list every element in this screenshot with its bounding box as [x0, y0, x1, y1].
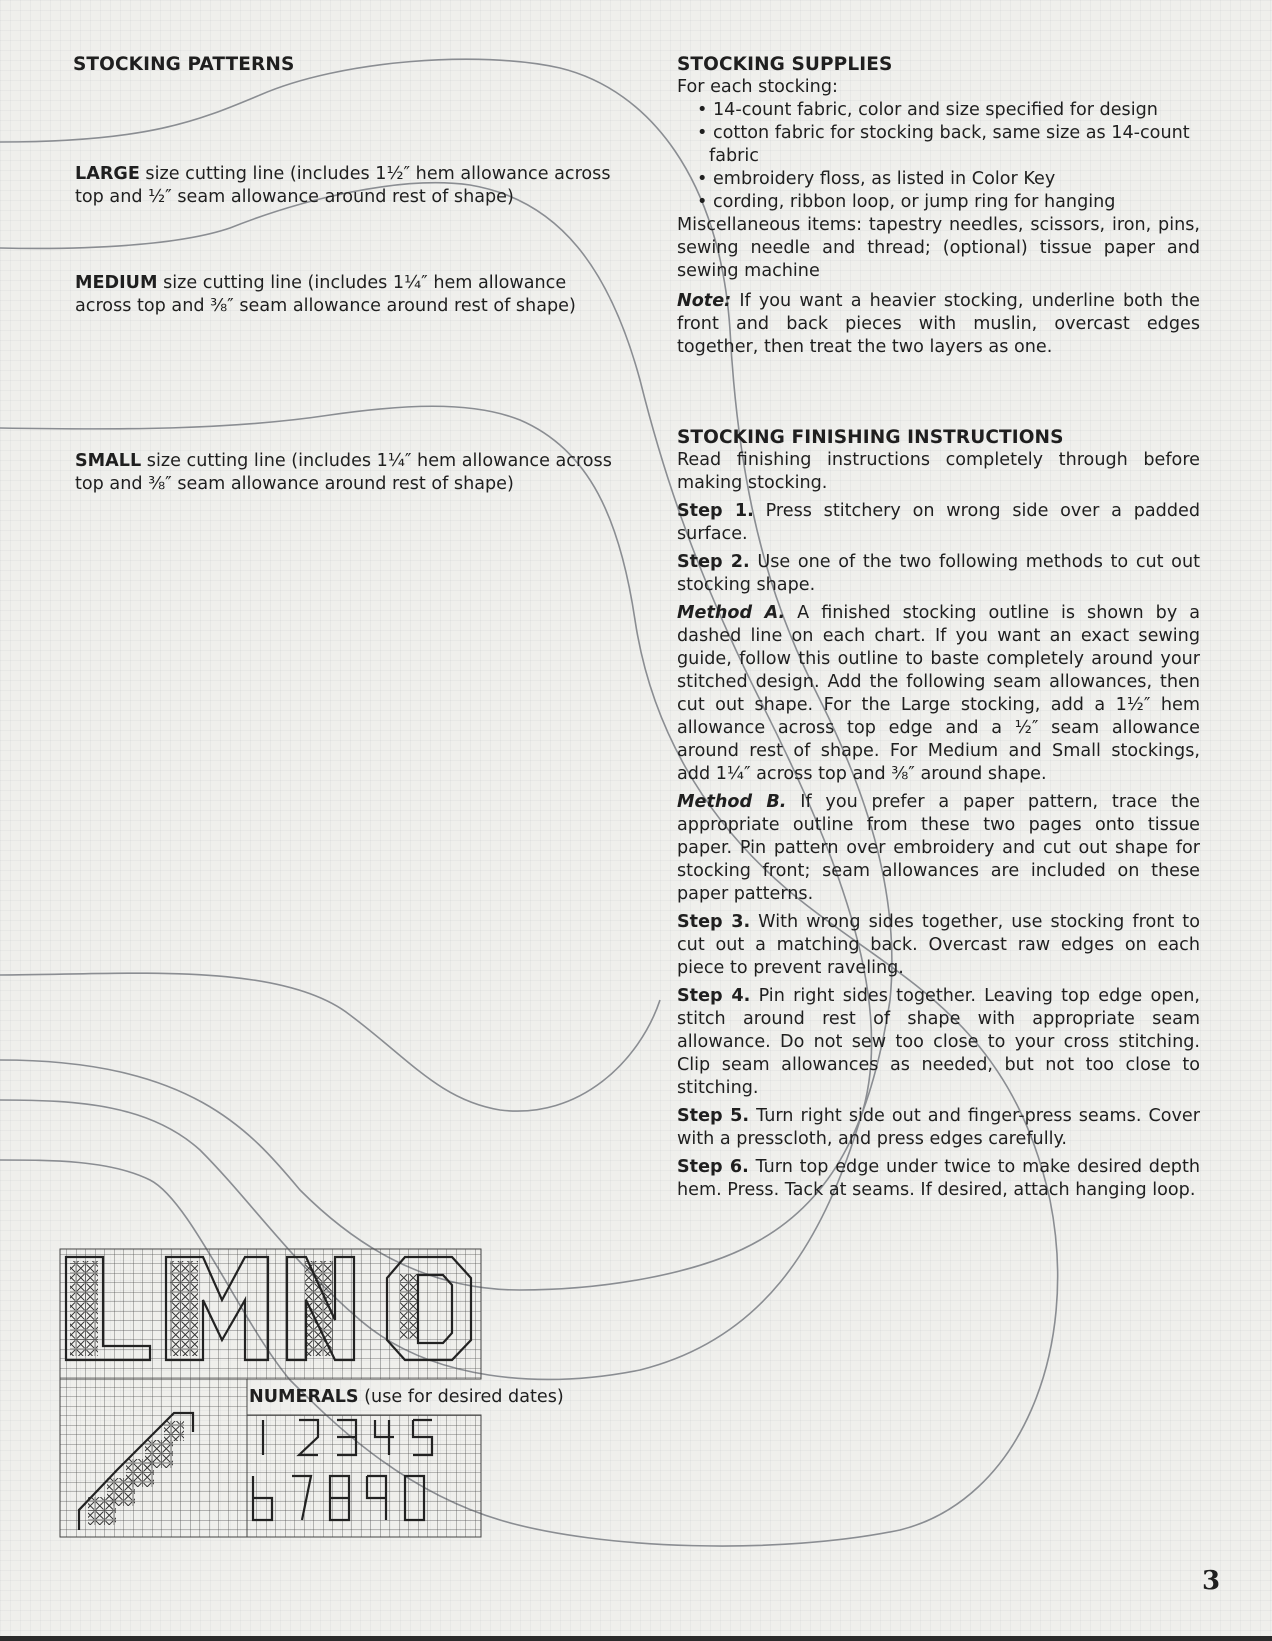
step-text: With wrong sides together, use stocking front to cut out a matching back. Overcast raw edges on each piece to prevent raveling. [677, 912, 1200, 978]
step-label: Step 3. [677, 912, 751, 932]
medium-label: MEDIUM [75, 273, 158, 293]
step-text: Pin right sides together. Leaving top edge open, stitch around rest of shape with appropriate seam allowance. Do not sew too close to your cross stitching. Clip seam allowances as needed, but not too close to stitching. [677, 986, 1200, 1098]
numerals-caption [249, 1386, 564, 1409]
step-text: Use one of the two following methods to cut out stocking shape. [677, 552, 1200, 595]
step-label: Step 4. [677, 986, 751, 1006]
numerals-text: (use for desired dates) [358, 1387, 564, 1407]
large-text: size cutting line (includes 1½″ hem allowance across top and ½″ seam allowance around rest of shape) [75, 164, 611, 207]
step-1 [677, 500, 1200, 546]
small-size-caption [75, 450, 615, 496]
large-size-caption [75, 163, 615, 209]
large-label: LARGE [75, 164, 140, 184]
step-text: Turn top edge under twice to make desired depth hem. Press. Tack at seams. If desired, attach hanging loop. [677, 1157, 1200, 1200]
supply-item: • 14-count fabric, color and size specified for design [677, 99, 1200, 122]
step-label: Step 6. [677, 1157, 749, 1177]
note-text: If you want a heavier stocking, underline both the front and back pieces with muslin, overcast edges together, then treat the two layers as one. [677, 291, 1200, 357]
note-paragraph [677, 290, 1200, 359]
step-label: Method B. [677, 792, 787, 812]
patterns-title: STOCKING PATTERNS [73, 54, 295, 75]
small-text: size cutting line (includes 1¼″ hem allowance across top and ⅜″ seam allowance around rest of shape) [75, 451, 612, 494]
step-text: Turn right side out and finger-press seams. Cover with a presscloth, and press edges carefully. [677, 1106, 1200, 1149]
step-3 [677, 911, 1200, 980]
supply-item: • cotton fabric for stocking back, same size as 14-count fabric [677, 122, 1200, 168]
method-a [677, 602, 1200, 786]
supplies-title: STOCKING SUPPLIES [677, 54, 893, 75]
page-number: 3 [1202, 1566, 1221, 1596]
note-label: Note: [677, 291, 732, 311]
supply-item: • embroidery floss, as listed in Color Key [677, 168, 1200, 191]
step-label: Step 1. [677, 501, 754, 521]
supplies-intro: For each stocking: [677, 77, 838, 97]
step-label: Step 2. [677, 552, 750, 572]
supply-item: • cording, ribbon loop, or jump ring for hanging [677, 191, 1200, 214]
step-label: Method A. [677, 603, 786, 623]
step-text: Press stitchery on wrong side over a padded surface. [677, 501, 1200, 544]
method-b [677, 791, 1200, 906]
step-4 [677, 985, 1200, 1100]
step-label: Step 5. [677, 1106, 750, 1126]
finishing-section [677, 426, 1200, 1207]
step-5 [677, 1105, 1200, 1151]
supplies-section [677, 53, 1200, 359]
step-text: If you prefer a paper pattern, trace the appropriate outline from these two pages onto tissue paper. Pin pattern over embroidery and cut out shape for stocking front; seam allowances are included on these paper patterns. [677, 792, 1200, 904]
finishing-title: STOCKING FINISHING INSTRUCTIONS [677, 427, 1064, 448]
step-6 [677, 1156, 1200, 1202]
small-label: SMALL [75, 451, 142, 471]
step-2 [677, 551, 1200, 597]
step-text: A finished stocking outline is shown by a dashed line on each chart. If you want an exact sewing guide, follow this outline to baste completely around your stitched design. Add the following seam allowances, then cut out shape. For the Large stocking, add a 1½″ hem allowance across top edge and a ½″ seam allowance around rest of shape. For Medium and Small stockings, add 1¼″ across top and ⅜″ around shape. [677, 603, 1200, 784]
numerals-label: NUMERALS [249, 1387, 359, 1407]
medium-text: size cutting line (includes 1¼″ hem allowance across top and ⅜″ seam allowance around rest of shape) [75, 273, 576, 316]
bottom-edge [0, 1636, 1272, 1641]
finishing-intro: Read finishing instructions completely through before making stocking. [677, 450, 1200, 493]
misc-items: Miscellaneous items: tapestry needles, scissors, iron, pins, sewing needle and thread; (optional) tissue paper and sewing machine [677, 215, 1200, 281]
supplies-list [677, 99, 1200, 214]
medium-size-caption [75, 272, 615, 318]
